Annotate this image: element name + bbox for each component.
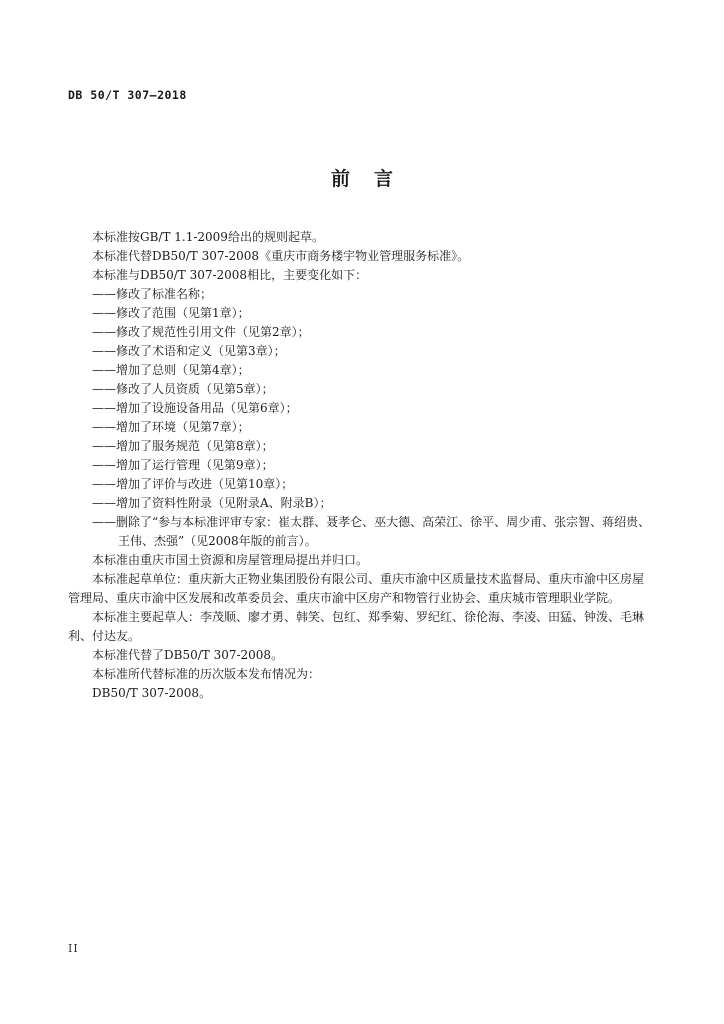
history-version: DB50/T 307-2008。 [92, 686, 212, 700]
closing-paragraph: 本标准所代替标准的历次版本发布情况为： [92, 667, 321, 681]
change-item: ——增加了环境（见第7章）； [92, 420, 250, 434]
intro-paragraph: 本标准代替DB50/T 307-2008《重庆市商务楼宇物业管理服务标准》。 [92, 249, 470, 263]
change-item: ——修改了标准名称； [92, 287, 213, 301]
closing-paragraph: 本标准由重庆市国土资源和房屋管理局提出并归口。 [92, 553, 369, 567]
closing-paragraph: 本标准代替了DB50/T 307-2008。 [92, 648, 284, 662]
change-item: ——增加了资料性附录（见附录A、附录B）； [92, 496, 332, 510]
change-item: ——增加了运行管理（见第9章）； [92, 458, 274, 472]
change-item: ——删除了“参与本标准评审专家：崔太群、聂孝仑、巫大德、高荣江、徐平、周少甫、张宗智、蒋绍贵、王伟、杰强”（见2008年版的前言）。 [92, 515, 651, 548]
intro-paragraph: 本标准与DB50/T 307-2008相比，主要变化如下： [92, 268, 368, 282]
change-item: ——修改了术语和定义（见第3章）； [92, 344, 286, 358]
change-item: ——修改了规范性引用文件（见第2章）； [92, 325, 310, 339]
change-item: ——修改了人员资质（见第5章）； [92, 382, 274, 396]
change-item: ——修改了范围（见第1章）； [92, 306, 250, 320]
closing-paragraph: 本标准起草单位：重庆新大正物业集团股份有限公司、重庆市渝中区质量技术监督局、重庆市渝中区房屋管理局、重庆市渝中区发展和改革委员会、重庆市渝中区房产和物管行业协会、重庆城市管理职业学院。 [68, 572, 645, 605]
intro-paragraph: 本标准按GB/T 1.1-2009给出的规则起草。 [92, 230, 324, 244]
change-item: ——增加了评价与改进（见第10章）； [92, 477, 294, 491]
change-item: ——增加了设施设备用品（见第6章）； [92, 401, 298, 415]
page-title: 前言 [330, 168, 417, 190]
change-item: ——增加了总则（见第4章）； [92, 363, 250, 377]
document-code-header: DB 50/T 307—2018 [68, 88, 187, 102]
page-number: II [68, 942, 79, 955]
closing-paragraph: 本标准主要起草人：李茂顺、廖才勇、韩笑、包红、郑季菊、罗纪红、徐伦海、李凌、田猛、钟泼、毛琳利、付达友。 [68, 610, 645, 643]
foreword-body [68, 228, 654, 703]
change-item: ——增加了服务规范（见第8章）； [92, 439, 274, 453]
